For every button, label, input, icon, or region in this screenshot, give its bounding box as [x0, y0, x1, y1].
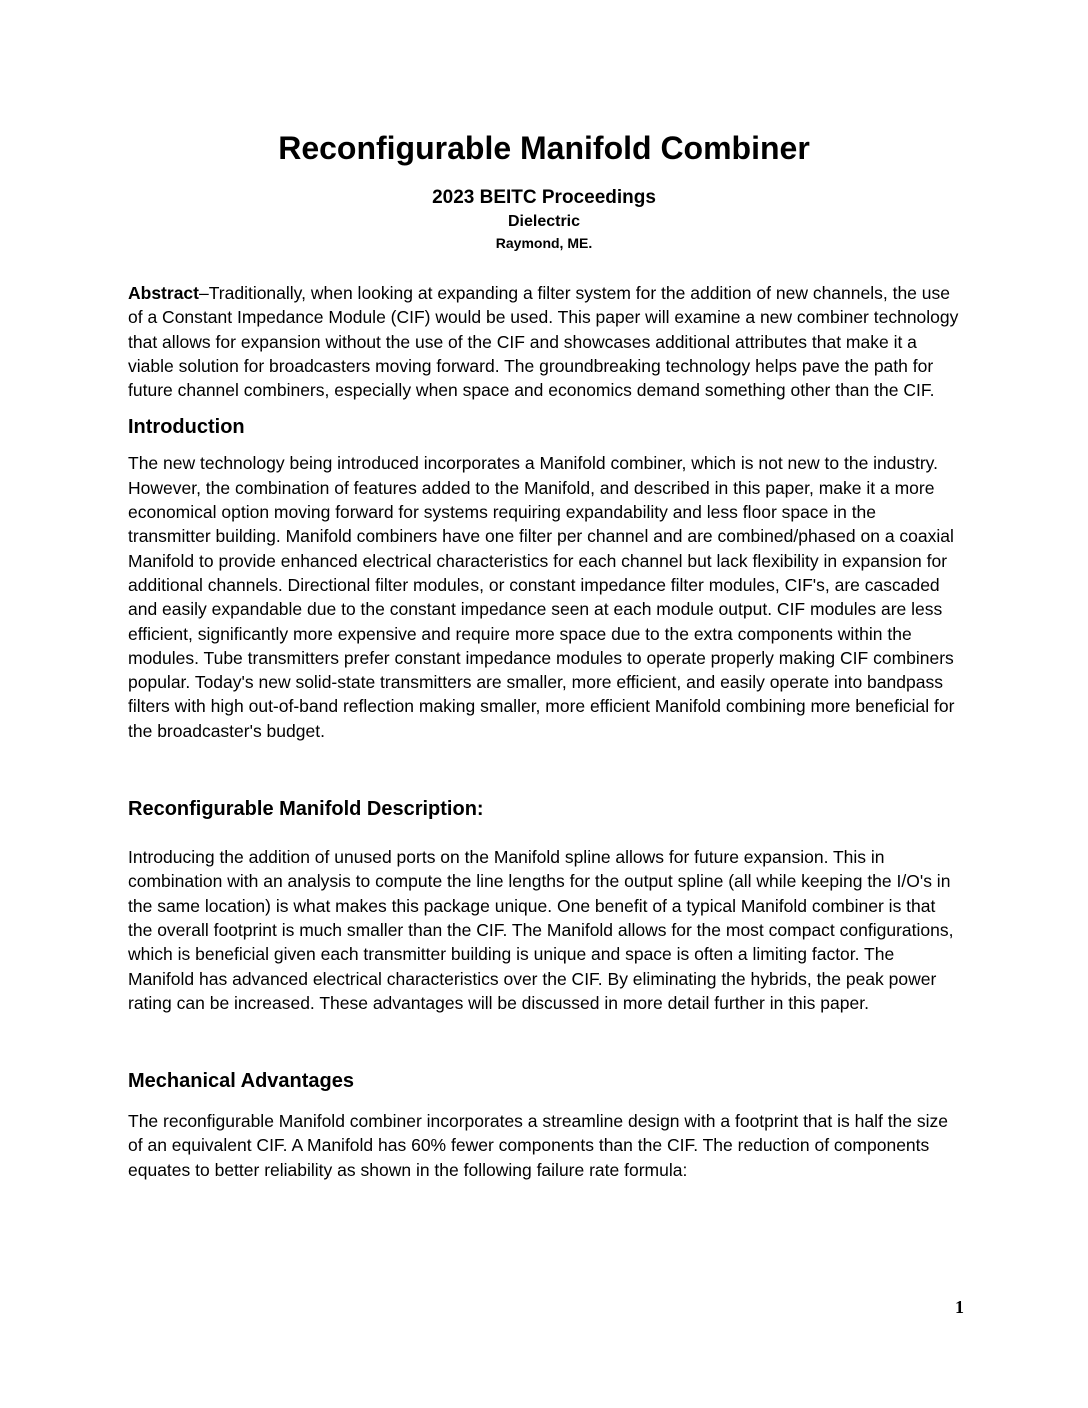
introduction-heading: Introduction — [128, 416, 245, 439]
location: Raymond, ME. — [495, 235, 593, 251]
page-number: 1 — [955, 1297, 964, 1317]
abstract-label: Abstract — [128, 283, 199, 303]
mechanical-advantages-heading: Mechanical Advantages — [128, 1070, 355, 1093]
abstract-text: –Traditionally, when looking at expanding a filter system for the addition of new channels, the use of a Constant Impedance Module (CIF) would be used. This paper will examine a new combiner technology that allows for expansion without the use of the CIF and showcases additional attributes that make it a viable solution for broadcasters moving forward. The groundbreaking technology helps pave the path for future channel combiners, especially when space and economics demand something other than the CIF. — [128, 283, 959, 401]
paper-title: Reconfigurable Manifold Combiner — [278, 130, 810, 166]
organization-name: Dielectric — [507, 213, 581, 230]
introduction-paragraph: The new technology being introduced incorporates a Manifold combiner, which is not new to the industry. However, the combination of features added to the Manifold, and described in this paper, make it a more economical option moving forward for systems requiring expandability and less floor space in the transmitter building. Manifold combiners have one filter per channel and are combined/phased on a coaxial Manifold to provide enhanced electrical characteristics for each channel but lack flexibility in expansion for additional channels. Directional filter modules, or constant impedance filter modules, CIF's, are cascaded and easily expandable due to the constant impedance seen at each module output. CIF modules are less efficient, significantly more expensive and require more space due to the extra components within the modules. Tube transmitters prefer constant impedance modules to operate properly making CIF combiners popular. Today's new solid-state transmitters are smaller, more efficient, and easily operate into bandpass filters with high out-of-band reflection making smaller, more efficient Manifold combining more beneficial for the broadcaster's budget. — [128, 453, 955, 741]
abstract-paragraph — [128, 281, 960, 402]
page-content — [128, 124, 960, 1182]
conference-name: 2023 BEITC Proceedings — [432, 187, 656, 208]
description-paragraph: Introducing the addition of unused ports on the Manifold spline allows for future expansion. This in combination with an analysis to compute the line lengths for the output spline (all while keeping the I/O's in the same location) is what makes this package unique. One benefit of a typical Manifold combiner is that the overall footprint is much smaller than the CIF. The Manifold allows for the most compact configurations, which is beneficial given each transmitter building is unique and space is often a limiting factor. The Manifold has advanced electrical characteristics over the CIF. By eliminating the hybrids, the peak power rating can be increased. These advantages will be discussed in more detail further in this paper. — [128, 847, 954, 1013]
description-heading: Reconfigurable Manifold Description: — [128, 798, 484, 821]
mechanical-advantages-paragraph: The reconfigurable Manifold combiner incorporates a streamline design with a footprint that is half the size of an equivalent CIF. A Manifold has 60% fewer components than the CIF. The reduction of components equates to better reliability as shown in the following failure rate formula: — [128, 1111, 949, 1180]
paper-metadata — [128, 185, 960, 253]
